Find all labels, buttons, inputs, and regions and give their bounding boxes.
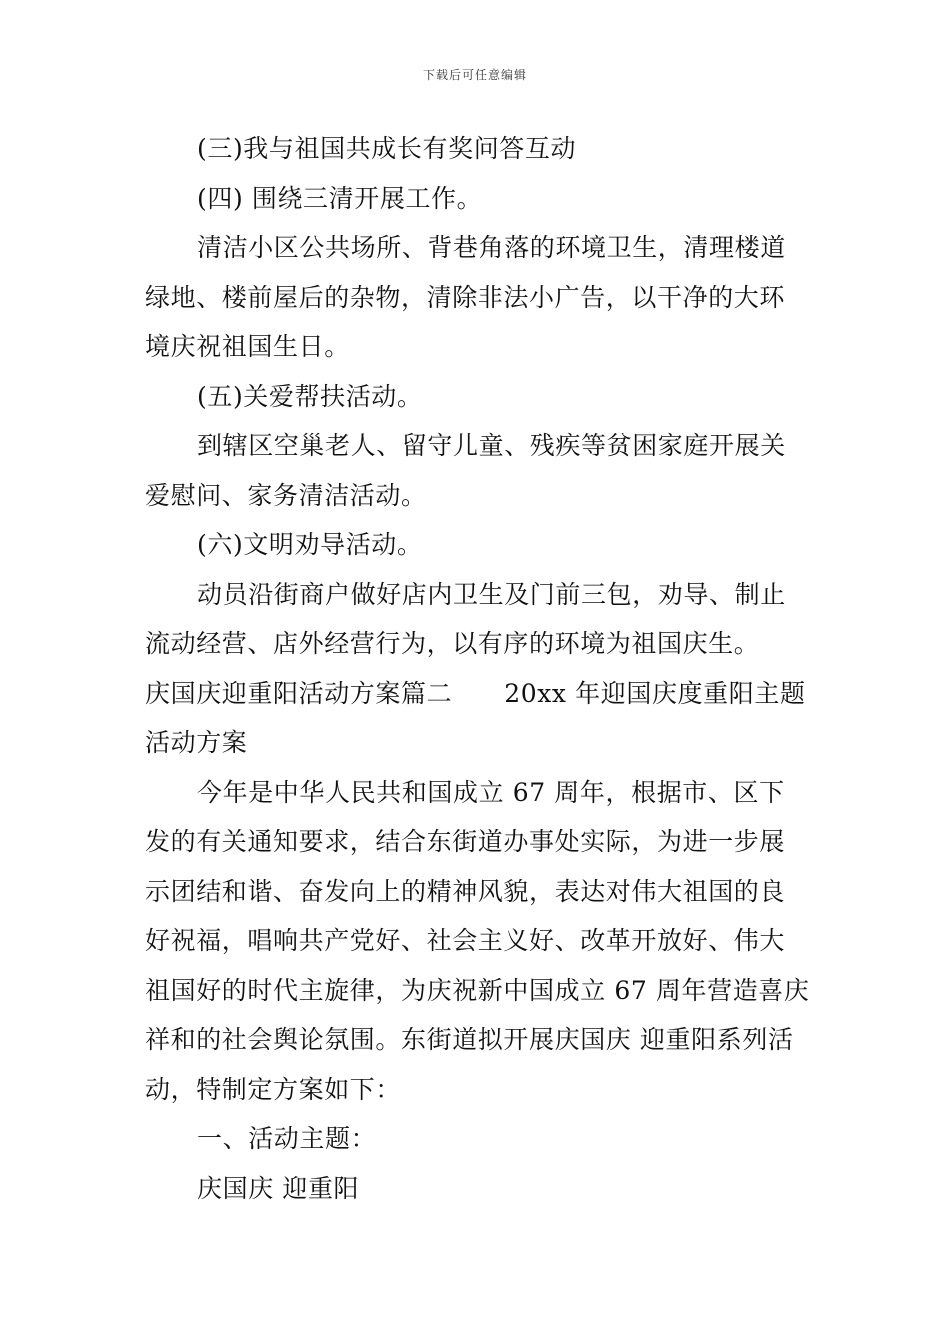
paragraph-intro: 今年是中华人民共和国成立 67 周年，根据市、区下发的有关通知要求，结合东街道办事处实际，为进一步展示团结和谐、奋发向上的精神风貌，表达对伟大祖国的良好祝福，唱响共产党好、社会主义好、改革开放好、伟大祖国好的时代主旋律，为庆祝新中国成立 67 周年营造喜庆祥和的社会舆论氛围。东街道拟开展庆国庆 迎重阳系列活动，特制定方案如下： [145, 777, 810, 1104]
section-heading [145, 669, 810, 768]
paragraph-section-4: (四) 围绕三清开展工作。 [197, 183, 483, 213]
document-body [145, 124, 810, 1213]
heading-part-b: 20xx 年迎国庆度重阳主题活动方案 [145, 678, 806, 757]
paragraph-care: 到辖区空巢老人、留守儿童、残疾等贫困家庭开展关爱慰问、家务清洁活动。 [145, 431, 786, 510]
paragraph-guidance: 动员沿街商户做好店内卫生及门前三包，劝导、制止流动经营、店外经营行为，以有序的环境为祖国庆生。 [145, 579, 786, 658]
paragraph-theme-title: 一、活动主题： [197, 1124, 377, 1153]
paragraph-section-3: (三)我与祖国共成长有奖问答互动 [197, 134, 577, 163]
paragraph-section-5: (五)关爱帮扶活动。 [197, 381, 423, 411]
heading-part-a: 庆国庆迎重阳活动方案篇二 [145, 678, 453, 708]
header-note: 下载后可任意编辑 [422, 68, 527, 82]
paragraph-theme: 庆国庆 迎重阳 [197, 1173, 360, 1203]
paragraph-section-6: (六)文明劝导活动。 [197, 530, 423, 559]
paragraph-cleaning: 清洁小区公共场所、背巷角落的环境卫生，清理楼道绿地、楼前屋后的杂物，清除非法小广告，以干净的大环境庆祝祖国生日。 [145, 233, 786, 361]
